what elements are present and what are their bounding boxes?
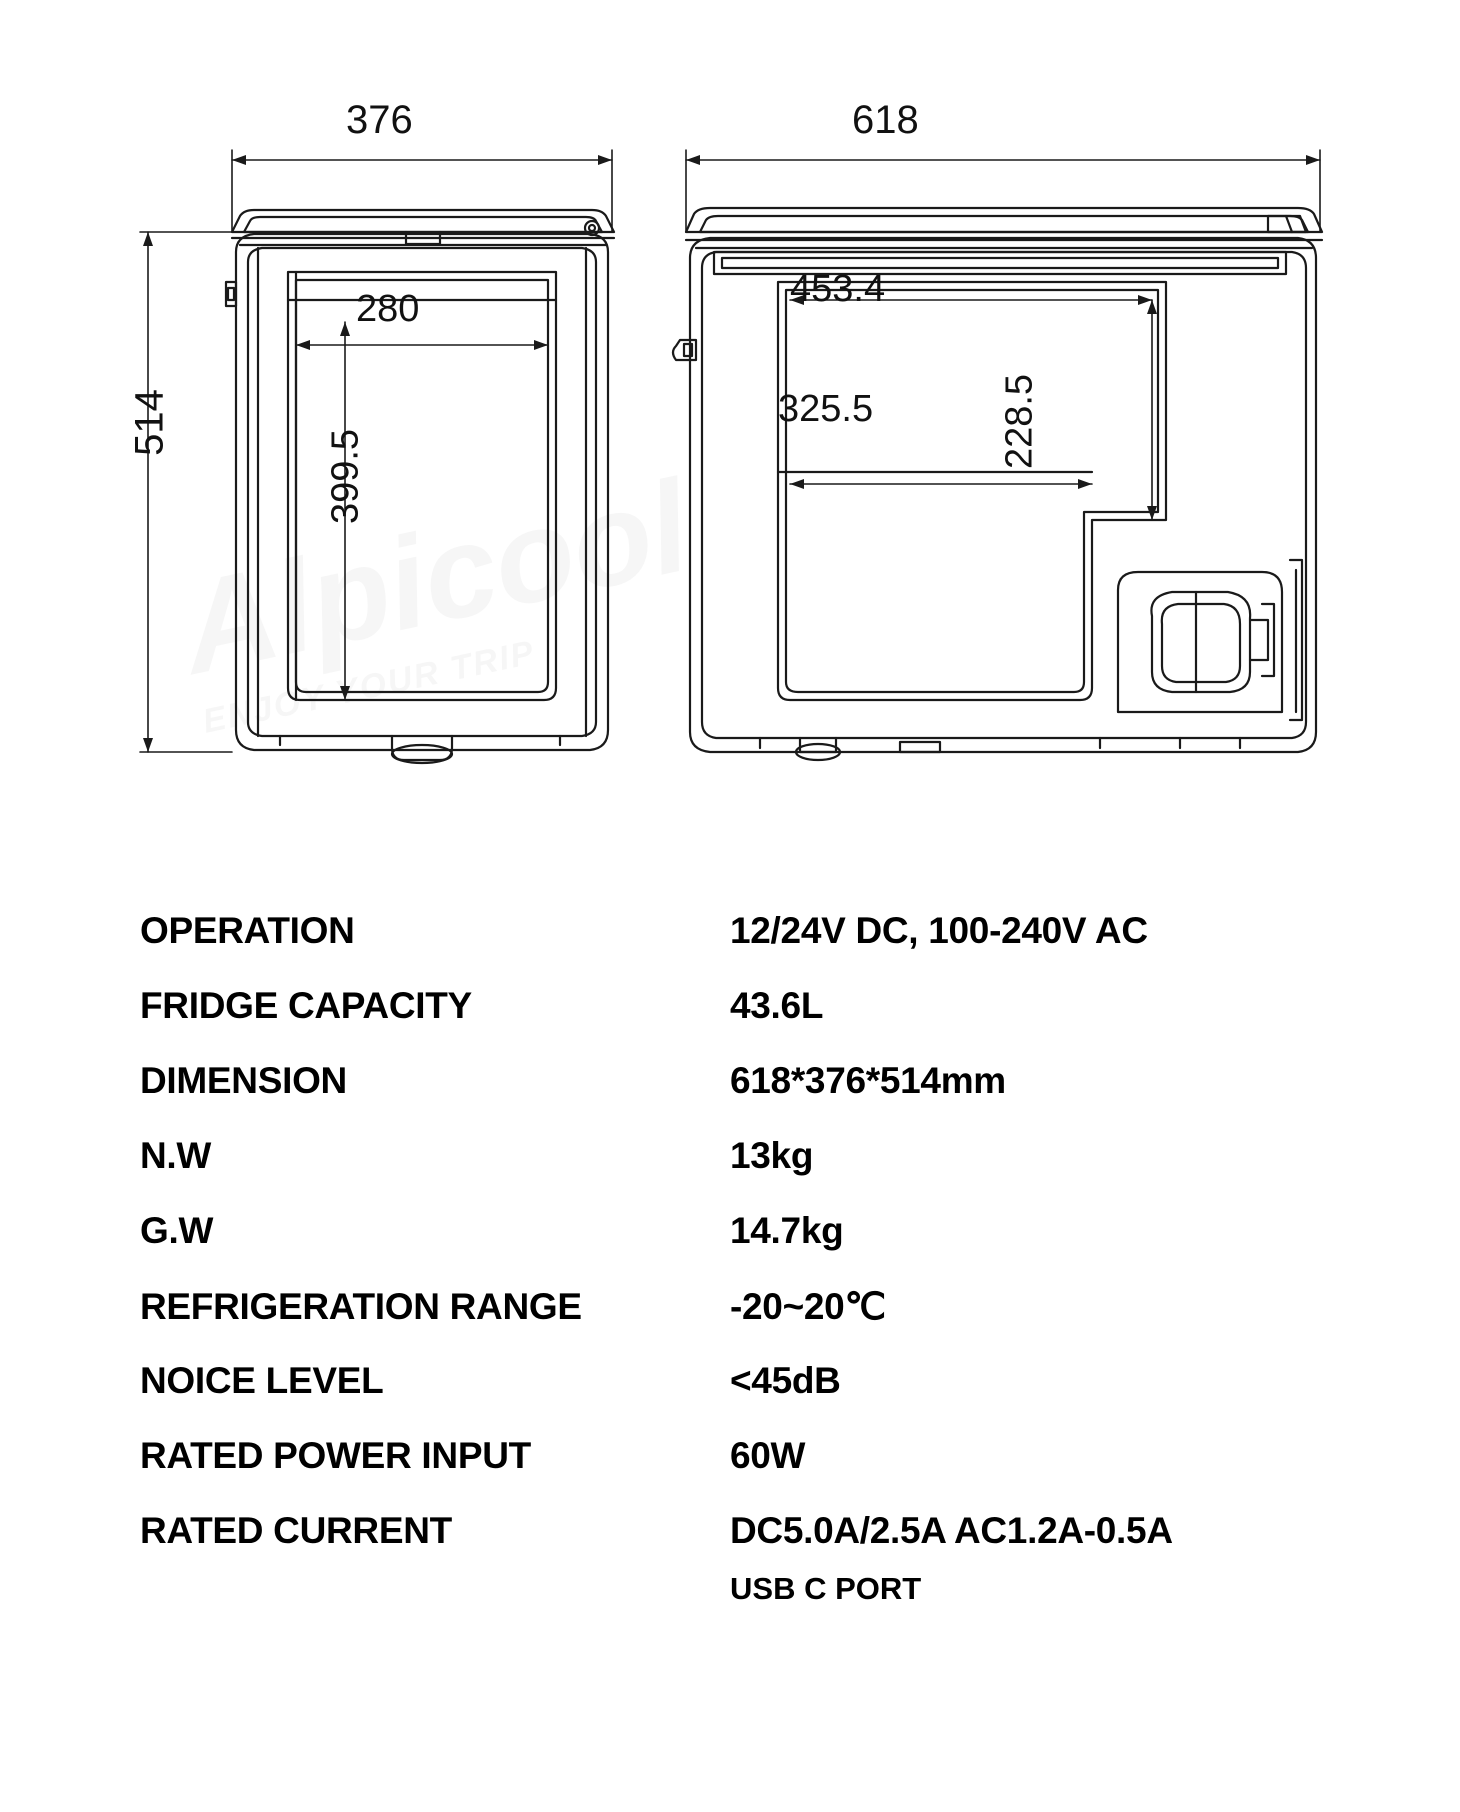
spec-row: [140, 1360, 1340, 1435]
spec-key: FRIDGE CAPACITY: [140, 985, 472, 1026]
spec-key: G.W: [140, 1210, 214, 1251]
spec-row: [140, 1435, 1340, 1510]
spec-value: 43.6L: [730, 985, 824, 1026]
specifications-table: [140, 910, 1340, 1607]
dim-inner-length-bottom: 325.5: [778, 388, 874, 430]
spec-value: 14.7kg: [730, 1210, 844, 1251]
dim-inner-height: 399.5: [324, 428, 367, 525]
spec-row: [140, 985, 1340, 1060]
spec-value: <45dB: [730, 1360, 841, 1401]
spec-value: DC5.0A/2.5A AC1.2A-0.5A: [730, 1510, 1173, 1551]
spec-key: DIMENSION: [140, 1060, 347, 1101]
spec-value: -20~20℃: [730, 1286, 886, 1327]
spec-key: N.W: [140, 1135, 212, 1176]
spec-value: 60W: [730, 1435, 806, 1476]
spec-key: RATED POWER INPUT: [140, 1435, 531, 1476]
spec-row: [140, 1135, 1340, 1210]
spec-value: 13kg: [730, 1135, 814, 1176]
dim-overall-width: 376: [346, 98, 413, 142]
spec-key: RATED CURRENT: [140, 1510, 452, 1551]
dim-overall-height: 514: [127, 389, 172, 456]
dim-inner-depth: 228.5: [998, 373, 1041, 470]
spec-value: 12/24V DC, 100-240V AC: [730, 910, 1148, 951]
spec-key: OPERATION: [140, 910, 355, 951]
spec-note-usb-port: USB C PORT: [730, 1571, 922, 1606]
dim-overall-length: 618: [852, 98, 919, 142]
spec-row: [140, 1060, 1340, 1135]
dim-inner-length-top: 453.4: [790, 268, 886, 310]
dim-inner-width: 280: [356, 288, 420, 330]
spec-key: NOICE LEVEL: [140, 1360, 384, 1401]
spec-row: [140, 910, 1340, 985]
technical-drawing: [0, 0, 1460, 790]
spec-key: REFRIGERATION RANGE: [140, 1286, 582, 1327]
drawing-svg: [0, 0, 1460, 790]
spec-row: [140, 1285, 1340, 1360]
spec-value: 618*376*514mm: [730, 1060, 1006, 1101]
spec-row: [140, 1210, 1340, 1285]
